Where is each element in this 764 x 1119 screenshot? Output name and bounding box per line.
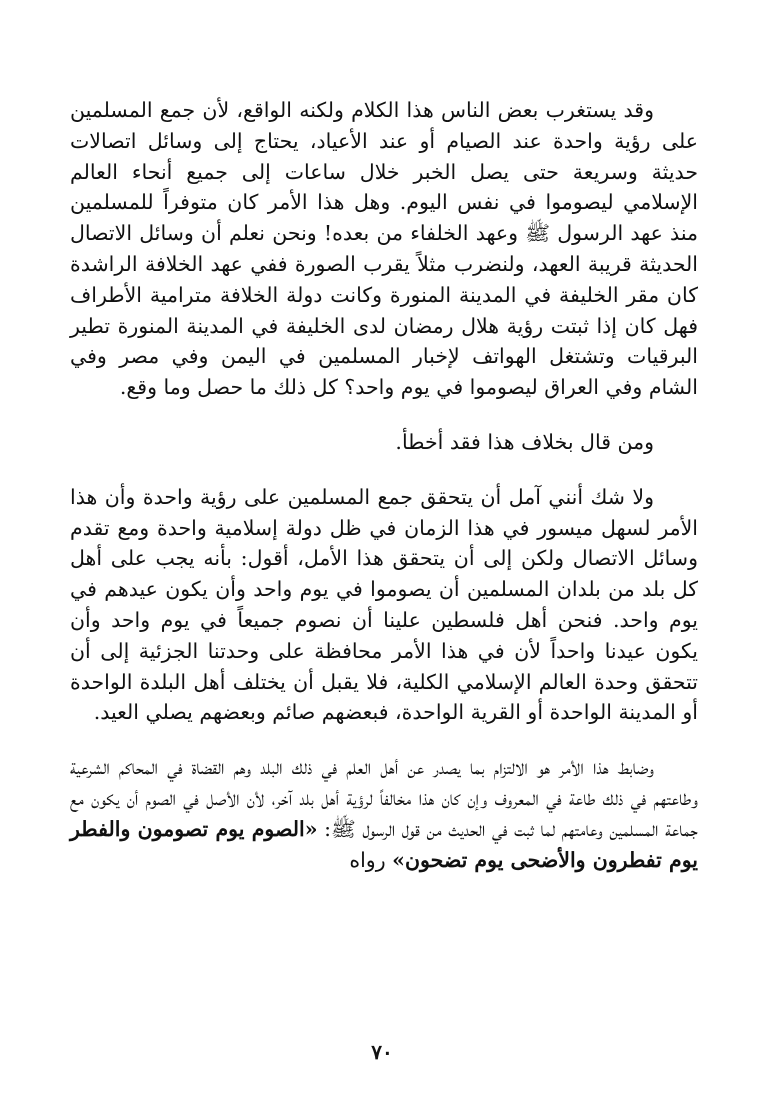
paragraph-4-tail: رواه: [349, 847, 393, 872]
paragraph-2: ومن قال بخلاف هذا فقد أخطأ.: [395, 429, 654, 454]
paragraph-3: ولا شك أنني آمل أن يتحقق جمع المسلمين على رؤية واحدة وأن هذا الأمر لسهل ميسور في هذا الزمان في ظل دولة إسلامية واحدة ومع تقدم وسائل الاتصال ولكن إلى أن يتحقق هذا الأمل، أقول: بأنه يجب على أهل كل بلد من بلدان المسلمين أن يصوموا في يوم واحد وأن يكون عيدهم في يوم واحد. فنحن أهل فلسطين علينا أن نصوم جميعاً في يوم واحد وأن يكون عيدنا واحداً لأن في هذا الأمر محافظة على وحدتنا الجزئية إلى أن تتحقق وحدة العالم الإسلامي الكلية، فلا يقبل أن يختلف أهل البلدة الواحدة أو المدينة الواحدة أو القرية الواحدة، فبعضهم صائم وبعضهم يصلي العيد.: [70, 484, 698, 725]
paragraph-4: [70, 752, 698, 875]
page-body: [70, 95, 698, 875]
paragraph-1: وقد يستغرب بعض الناس هذا الكلام ولكنه الواقع، لأن جمع المسلمين على رؤية واحدة عند الصيام أو عند الأعياد، يحتاج إلى وسائل اتصالات حديثة وسريعة حتى يصل الخبر خلال ساعات إلى جميع أنحاء العالم الإسلامي ليصوموا في نفس اليوم. وهل هذا الأمر كان متوفراً للمسلمين منذ عهد الرسول ﷺ وعهد الخلفاء من بعده! ونحن نعلم أن وسائل الاتصال الحديثة قريبة العهد، ولنضرب مثلاً يقرب الصورة ففي عهد الخلافة الراشدة كان مقر الخليفة في المدينة المنورة وكانت دولة الخلافة مترامية الأطراف فهل كان إذا ثبتت رؤية هلال رمضان لدى الخليفة في المدينة المنورة تطير البرقيات وتشتغل الهواتف لإخبار المسلمين في اليمن وفي مصر وفي الشام وفي العراق ليصوموا في يوم واحد؟ كل ذلك ما حصل وما وقع.: [70, 98, 698, 400]
hadith-quote: «الصوم يوم تصومون والفطر يوم تفطرون والأضحى يوم تضحون»: [70, 816, 698, 872]
page-number: ٧٠: [371, 1040, 393, 1064]
paragraph-4-text: وضابط هذا الأمر هو الالتزام بما يصدر عن أهل العلم في ذلك البلد وهم القضاة في المحاكم الشرعية وطاعتهم في ذلك طاعة في المعروف وإن كان هذا مخالفاً لرؤية أهل بلد آخر، لأن الأصل في الصوم أن يكون مع جماعة المسلمين وعامتهم لما ثبت في الحديث من قول الرسول ﷺ:: [70, 755, 698, 841]
